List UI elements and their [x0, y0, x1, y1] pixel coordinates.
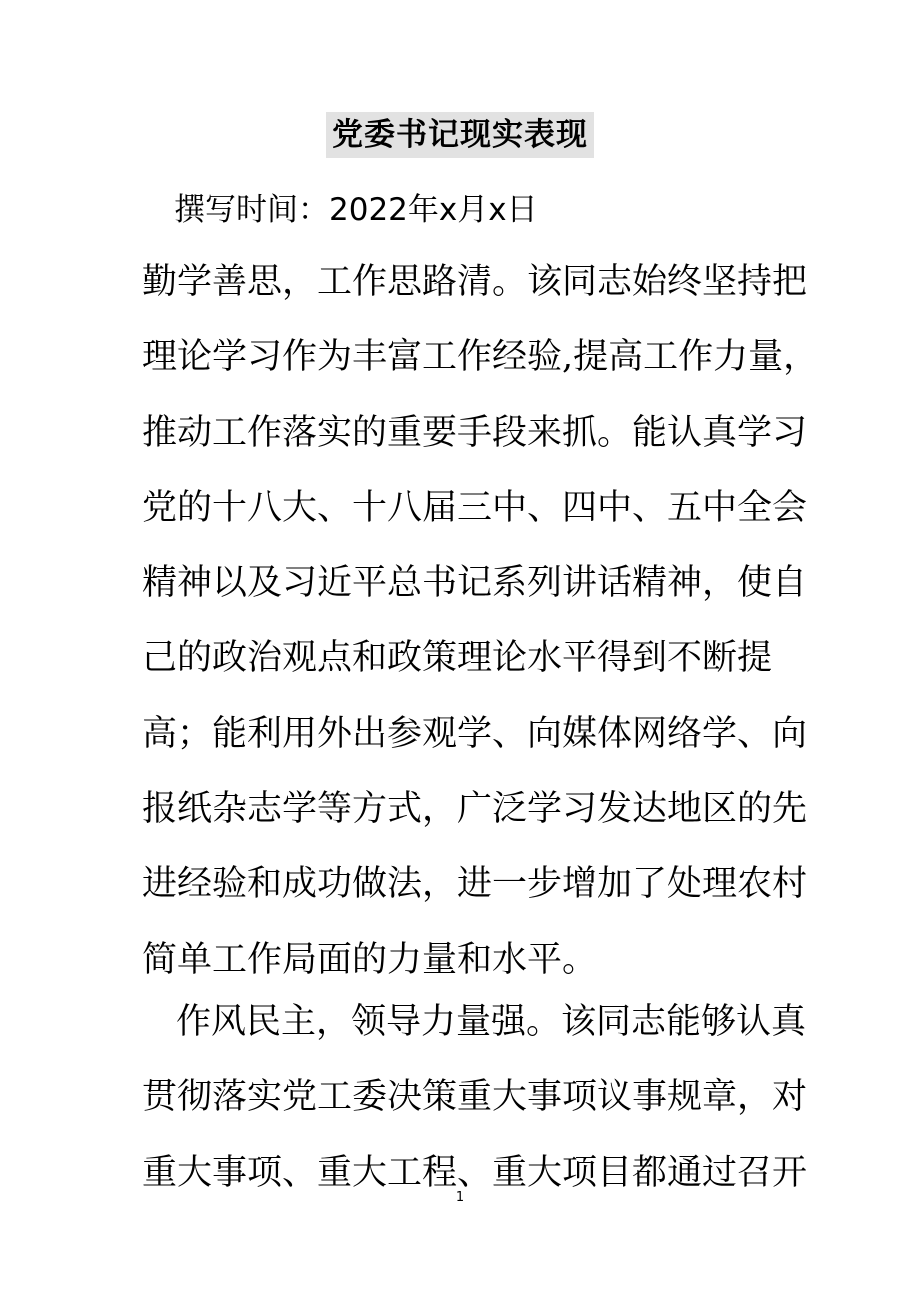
paragraph-line: 简单工作局面的力量和水平。 — [142, 939, 598, 980]
paragraph-1 — [142, 245, 819, 998]
paragraph-line: 推动工作落实的重要手段来抓。能认真学习 — [142, 412, 808, 453]
paragraph-line: 精神以及习近平总书记系列讲话精神，使自 — [142, 563, 808, 604]
paragraph-line: 理论学习作为丰富工作经验,提高工作力量， — [142, 337, 819, 378]
paragraph-line: 报纸杂志学等方式，广泛学习发达地区的先 — [142, 789, 808, 830]
date-line: 撰写时间：2022年x月x日 — [174, 192, 538, 228]
paragraph-line: 作风民主，领导力量强。该同志能够认真 — [176, 1002, 807, 1042]
title-container — [0, 112, 920, 158]
paragraph-line: 重大事项、重大工程、重大项目都通过召开 — [142, 1152, 808, 1193]
paragraph-line: 勤学善思，工作思路清。该同志始终坚持把 — [142, 262, 808, 302]
paragraph-line: 党的十八大、十八届三中、四中、五中全会 — [142, 487, 808, 528]
document-title: 党委书记现实表现 — [326, 112, 594, 158]
paragraph-line: 己的政治观点和政策理论水平得到不断提 — [142, 638, 773, 679]
paragraph-line: 进经验和成功做法，进一步增加了处理农村 — [142, 864, 808, 905]
paragraph-line: 高；能利用外出参观学、向媒体网络学、向 — [142, 713, 808, 754]
paragraph-line: 贯彻落实党工委决策重大事项议事规章，对 — [142, 1077, 808, 1118]
paragraph-2 — [142, 985, 808, 1211]
page-number: 1 — [455, 1190, 465, 1205]
